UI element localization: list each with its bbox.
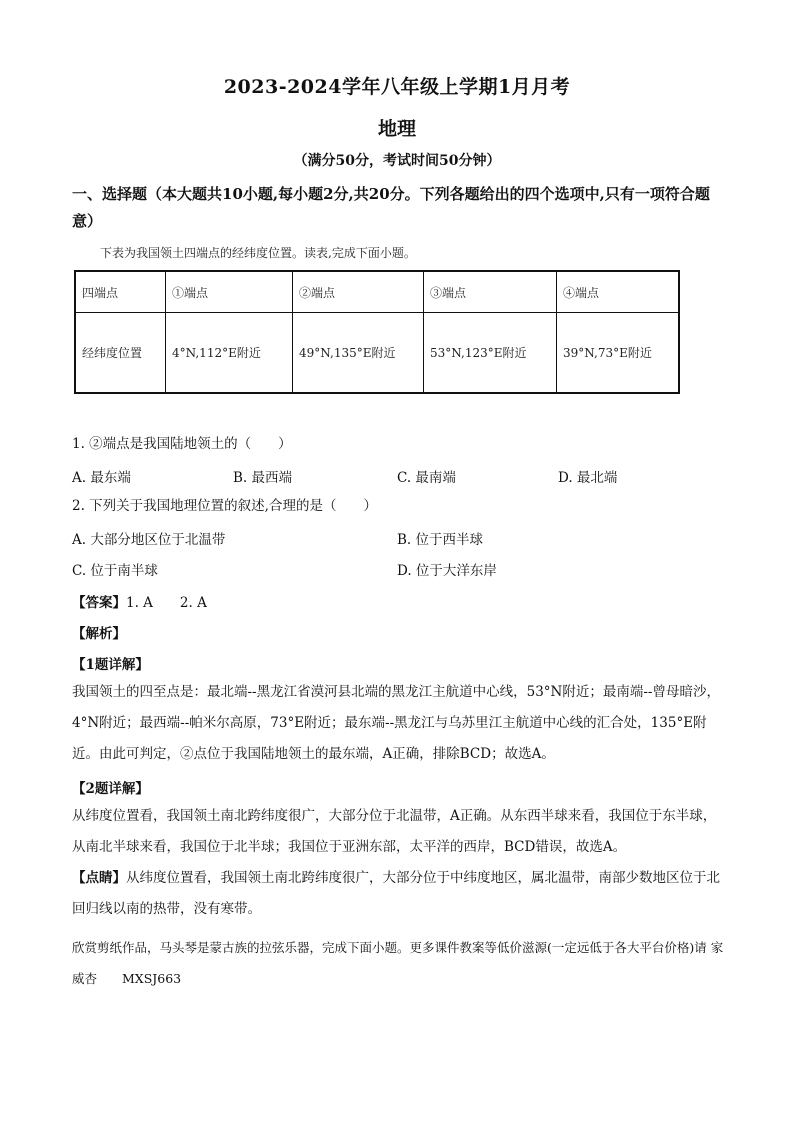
footer-text: 欣赏剪纸作品，马头琴是蒙古族的拉弦乐器，完成下面小题。更多课件教案等低价滋源(一定远低于各大平台价格)请 家 威杏 MXSJ663 <box>72 940 724 986</box>
extreme-points-table <box>74 270 680 394</box>
exam-title: 2023-2024学年八年级上学期1月月考 <box>223 76 571 98</box>
q1-option-a: A. 最东端 <box>72 470 131 486</box>
table-row-label: 经纬度位置 <box>75 313 166 394</box>
table-header-cell: ①端点 <box>166 271 293 313</box>
table-row <box>75 313 679 394</box>
q2-option-b: B. 位于西半球 <box>397 532 484 548</box>
q1-detail-label: 【1题详解】 <box>72 657 149 673</box>
section-heading: 一、选择题（本大题共10小题,每小题2分,共20分。下列各题给出的四个选项中,只有一项符合题意） <box>72 185 710 230</box>
q2-option-c: C. 位于南半球 <box>72 563 158 579</box>
table-cell: 4°N,112°E附近 <box>166 313 293 394</box>
table-header-cell: ③端点 <box>424 271 557 313</box>
answer-text: 1. A 2. A <box>126 595 207 611</box>
q1-option-c: C. 最南端 <box>397 470 456 486</box>
exam-note: （满分50分，考试时间50分钟） <box>293 153 501 169</box>
tip-text: 从纬度位置看，我国领土南北跨纬度很广，大部分位于中纬度地区，属北温带，南部少数地区位于北回归线以南的热带，没有寒带。 <box>72 870 720 917</box>
q2-option-d: D. 位于大洋东岸 <box>397 563 497 579</box>
q2-detail-label: 【2题详解】 <box>72 781 149 797</box>
table-header-cell: 四端点 <box>75 271 166 313</box>
q2-option-a: A. 大部分地区位于北温带 <box>72 532 226 548</box>
table-cell: 53°N,123°E附近 <box>424 313 557 394</box>
table-header-cell: ④端点 <box>557 271 680 313</box>
tip-label: 【点睛】 <box>72 870 126 886</box>
q1-detail-text: 我国领土的四至点是：最北端--黑龙江省漠河县北端的黑龙江主航道中心线，53°N附近；最南端--曾母暗沙，4°N附近；最西端--帕米尔高原，73°E附近；最东端--黑龙江与乌苏里江主航道中心线的汇合处，135°E附近。由此可判定，②点位于我国陆地领土的最东端，A正确，排除BCD；故选A。 <box>72 684 720 762</box>
q1-option-b: B. 最西端 <box>233 470 293 486</box>
table-intro: 下表为我国领土四端点的经纬度位置。读表,完成下面小题。 <box>100 246 416 260</box>
table-header-row <box>75 271 679 313</box>
subject-title: 地理 <box>377 118 416 140</box>
table-cell: 49°N,135°E附近 <box>293 313 424 394</box>
question-1-stem: 1. ②端点是我国陆地领土的（ ） <box>72 436 292 452</box>
q1-option-d: D. 最北端 <box>558 470 618 486</box>
analysis-label: 【解析】 <box>72 626 126 642</box>
tip-paragraph <box>72 863 724 925</box>
question-2-stem: 2. 下列关于我国地理位置的叙述,合理的是（ ） <box>72 498 377 514</box>
table-cell: 39°N,73°E附近 <box>557 313 680 394</box>
table-header-cell: ②端点 <box>293 271 424 313</box>
answer-label: 【答案】 <box>72 595 126 611</box>
answer-line <box>72 591 207 611</box>
q2-detail-text: 从纬度位置看，我国领土南北跨纬度很广，大部分位于北温带，A正确。从东西半球来看，我国位于东半球，从南北半球来看，我国位于北半球；我国位于亚洲东部，太平洋的西岸，BCD错误，故选A。 <box>72 808 717 855</box>
